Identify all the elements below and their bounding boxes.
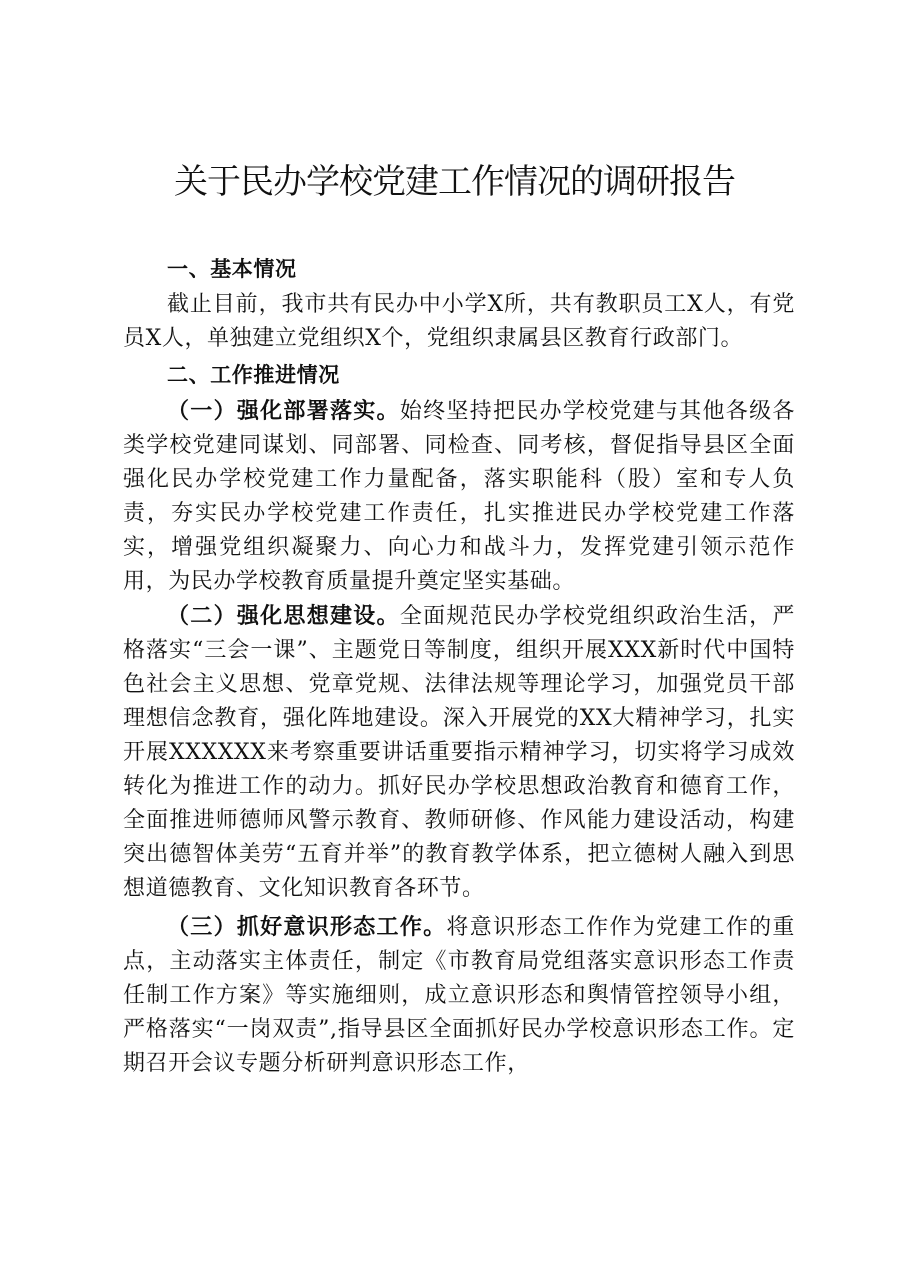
paragraph-lead: （二）强化思想建设。 bbox=[167, 603, 400, 629]
paragraph-text: 将意识形态工作作为党建工作的重点，主动落实主体责任，制定《市教育局党组落实意识形态工作责任制工作方案》等实施细则，成立意识形态和舆情管控领导小组，严格落实“一岗双责”,指导县区全面抓好民办学校意识形态工作。定期召开会议专题分析研判意识形态工作， bbox=[123, 915, 795, 1076]
paragraph-text: 始终坚持把民办学校党建与其他各级各类学校党建同谋划、同部署、同检查、同考核，督促指导县区全面强化民办学校党建工作力量配备，落实职能科（股）室和专人负责，夯实民办学校党建工作责任，扎实推进民办学校党建工作落实，增强党组织凝聚力、向心力和战斗力，发挥党建引领示范作用，为民办学校教育质量提升奠定坚实基础。 bbox=[123, 399, 795, 594]
paragraph-text: 截止目前，我市共有民办中小学X所，共有教职员工X人，有党员X人，单独建立党组织X个，党组织隶属县区教育行政部门。 bbox=[123, 292, 795, 351]
section-heading: 二、工作推进情况 bbox=[167, 363, 340, 387]
paragraph bbox=[123, 599, 795, 906]
paragraph-lead: （一）强化部署落实。 bbox=[167, 398, 400, 424]
paragraph bbox=[123, 288, 795, 356]
section-heading: 一、基本情况 bbox=[167, 257, 297, 281]
paragraph-lead: （三）抓好意识形态工作。 bbox=[167, 914, 447, 940]
document-body bbox=[123, 250, 795, 1081]
paragraph bbox=[123, 910, 795, 1081]
paragraph bbox=[123, 394, 795, 599]
paragraph-text: 全面规范民办学校党组织政治生活，严格落实“三会一课”、主题党日等制度，组织开展XXX新时代中国特色社会主义思想、党章党规、法律法规等理论学习，加强党员干部理想信念教育，强化阵地建设。深入开展党的XX大精神学习，扎实开展XXXXXX来考察重要讲话重要指示精神学习，切实将学习成效转化为推进工作的动力。抓好民办学校思想政治教育和德育工作，全面推进师德师风警示教育、教师研修、作风能力建设活动，构建突出德智体美劳“五育并举”的教育教学体系，把立德树人融入到思想道德教育、文化知识教育各环节。 bbox=[123, 604, 795, 901]
document-title: 关于民办学校党建工作情况的调研报告 bbox=[174, 162, 735, 202]
